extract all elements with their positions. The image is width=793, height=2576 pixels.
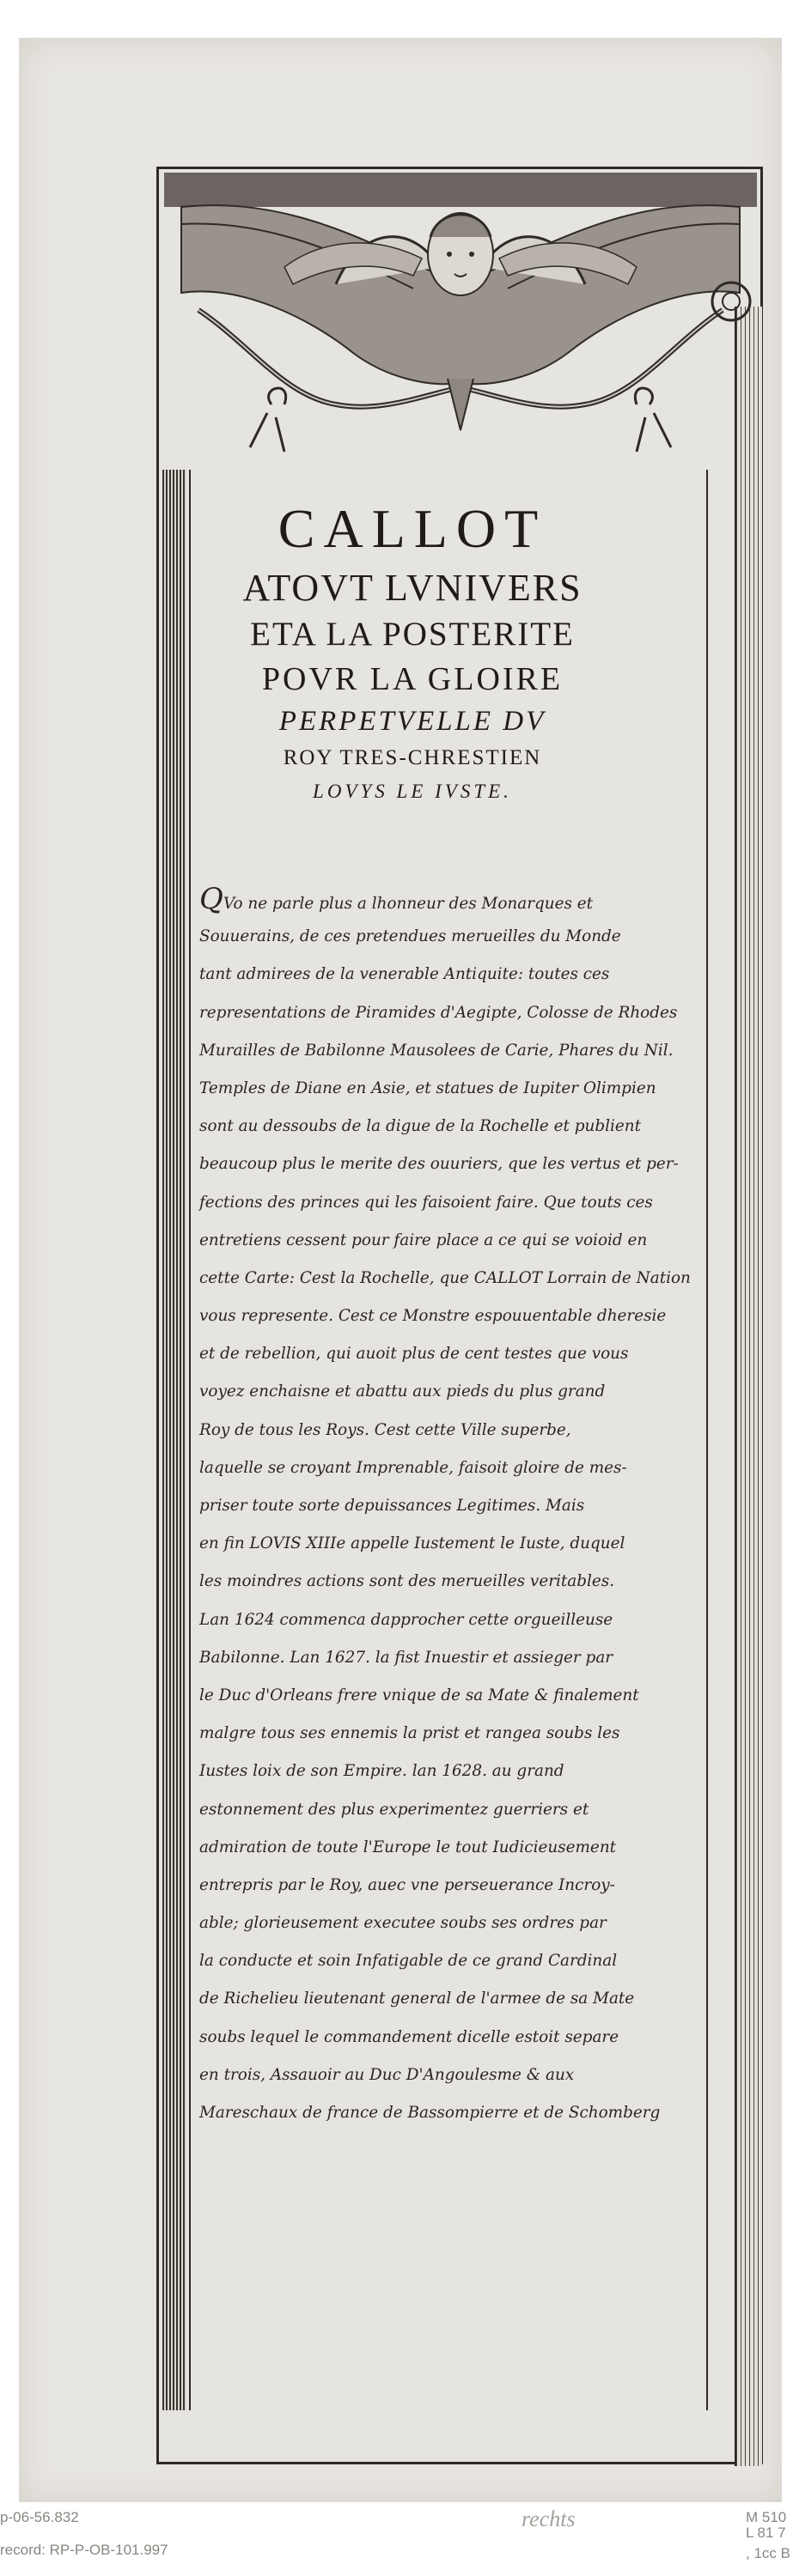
text-line	[199, 1905, 668, 1942]
text-line-content: les moindres actions sont des merueilles veritables.	[199, 1572, 615, 1591]
text-line	[199, 1487, 668, 1525]
text-line-content: Iustes loix de son Empire. lan 1628. au grand	[199, 1762, 564, 1781]
text-line	[199, 1791, 668, 1829]
text-line	[199, 1601, 668, 1639]
text-line-content: Vo ne parle plus a lhonneur des Monarques et	[223, 895, 594, 913]
record-number: record: RP-P-OB-101.997	[0, 2542, 168, 2558]
text-line-content: estonnement des plus experimentez guerriers et	[199, 1800, 589, 1819]
text-line	[199, 1297, 668, 1335]
text-line-content: cette Carte: Cest la Rochelle, que CALLOT Lorrain de Nation	[199, 1268, 691, 1287]
text-line-content: representations de Piramides d'Aegipte, Colosse de Rhodes	[199, 1003, 678, 1022]
text-line	[199, 1373, 668, 1411]
text-line	[199, 1260, 691, 1297]
text-line-content: Murailles de Babilonne Mausolees de Carie, Phares du Nil.	[199, 1041, 674, 1060]
title-line-5: PERPETVELLE DV	[278, 706, 546, 737]
drop-cap: Q	[199, 882, 223, 916]
text-line-content: beaucoup plus le merite des ouuriers, que les vertus et per-	[199, 1155, 679, 1174]
text-line	[199, 1449, 668, 1487]
text-line	[199, 1715, 668, 1753]
text-line-content: Souuerains, de ces pretendues merueilles du Monde	[199, 927, 621, 946]
text-line	[199, 1525, 668, 1563]
text-line-content: malgre tous ses ennemis la prist et rangea soubs les	[199, 1724, 620, 1743]
text-line	[199, 1980, 668, 2018]
text-line	[199, 1942, 668, 1980]
title-line-1: CALLOT	[278, 498, 547, 559]
text-line	[199, 1412, 668, 1449]
text-line-content: soubs lequel le commandement dicelle estoit separe	[199, 2027, 619, 2046]
text-line	[199, 1222, 668, 1260]
text-line-content: entretiens cessent pour faire place a ce qui se voioid en	[199, 1230, 648, 1249]
cartouche-ornament	[164, 173, 757, 465]
pencil-annotation: rechts	[522, 2506, 576, 2531]
text-line-content: voyez enchaisne et abattu aux pieds du plus grand	[199, 1382, 606, 1401]
text-line-content: en fin LOVIS XIIIe appelle Iustement le Iuste, duquel	[199, 1534, 625, 1553]
text-line-content: sont au dessoubs de la digue de la Rochelle et publient	[199, 1117, 641, 1136]
text-line-content: Temples de Diane en Asie, et statues de Iupiter Olimpien	[199, 1078, 656, 1097]
right-note-1: M 510	[746, 2509, 787, 2525]
text-line	[199, 1108, 668, 1145]
text-line	[199, 1563, 668, 1601]
collection-marks	[0, 2507, 793, 2576]
text-line	[199, 2094, 668, 2132]
title-block	[172, 494, 653, 808]
text-line-content: laquelle se croyant Imprenable, faisoit gloire de mes-	[199, 1458, 627, 1477]
text-line	[199, 1639, 668, 1677]
right-note-3: , 1cc B	[746, 2545, 790, 2561]
text-line	[199, 994, 678, 1032]
text-line-content: fections des princes qui les faisoient faire. Que touts ces	[199, 1193, 653, 1212]
text-line-content: Babilonne. Lan 1627. la fist Inuestir et assieger par	[199, 1648, 613, 1667]
text-line	[199, 2019, 668, 2057]
text-line-content: Roy de tous les Roys. Cest cette Ville superbe,	[199, 1420, 571, 1439]
text-line-content: admiration de toute l'Europe le tout Iudicieusement	[199, 1838, 617, 1856]
title-line-7: LOVYS LE IVSTE.	[313, 781, 512, 802]
text-line	[199, 1145, 679, 1183]
title-line-3: ETA LA POSTERITE	[250, 616, 575, 653]
text-line-content: entrepris par le Roy, auec vne perseuerance Incroy-	[199, 1875, 615, 1894]
text-line-content: tant admirees de la venerable Antiquite: toutes ces	[199, 965, 610, 984]
text-line	[199, 1335, 668, 1373]
text-line	[199, 1677, 668, 1715]
text-line	[199, 1829, 668, 1867]
text-line-content: et de rebellion, qui auoit plus de cent testes que vous	[199, 1345, 629, 1364]
text-line-content: able; glorieusement executee soubs ses ordres par	[199, 1914, 607, 1933]
text-line-content: en trois, Assauoir au Duc D'Angoulesme & aux	[199, 2065, 575, 2084]
text-line-content: le Duc d'Orleans frere vnique de sa Mate & finalement	[199, 1686, 639, 1704]
right-note-2: L 81 7	[746, 2524, 786, 2541]
text-line-content: de Richelieu lieutenant general de l'armee de sa Mate	[199, 1990, 635, 2008]
text-line-content: vous represente. Cest ce Monstre espouuentable dheresie	[199, 1307, 667, 1326]
text-line-content: priser toute sorte depuissances Legitimes. Mais	[199, 1497, 585, 1515]
title-line-4: POVR LA GLOIRE	[261, 661, 564, 697]
dedication-text	[199, 880, 691, 2132]
text-line-content: Mareschaux de france de Bassompierre et de Schomberg	[199, 2104, 661, 2122]
text-line	[199, 2057, 668, 2094]
text-line	[199, 1070, 668, 1108]
text-line	[199, 956, 668, 993]
text-line	[199, 1753, 668, 1790]
text-line	[199, 1867, 668, 1905]
inventory-number: p-06-56.832	[0, 2509, 79, 2525]
title-line-6: ROY TRES-CHRESTIEN	[283, 746, 542, 769]
right-column	[735, 307, 762, 2466]
text-line	[199, 880, 668, 918]
text-line-content: Lan 1624 commenca dapprocher cette orgueilleuse	[199, 1610, 613, 1629]
text-line	[199, 918, 668, 956]
text-line	[199, 1032, 674, 1070]
title-line-2: ATOVT LVNIVERS	[242, 567, 583, 609]
text-line-content: la conducte et soin Infatigable de ce grand Cardinal	[199, 1952, 618, 1971]
text-line	[199, 1184, 668, 1222]
